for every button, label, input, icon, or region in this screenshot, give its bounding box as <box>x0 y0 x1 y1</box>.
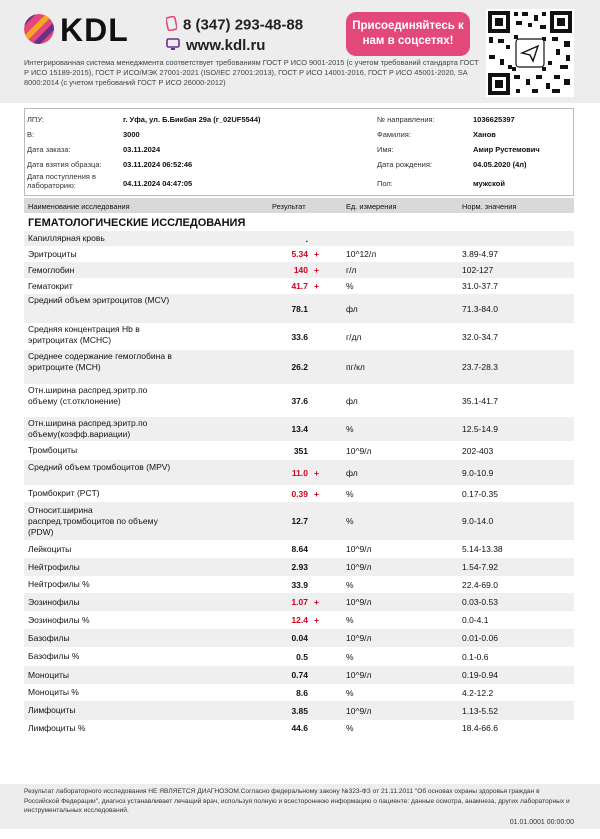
norm-range: 1.13-5.52 <box>462 706 498 716</box>
table-row <box>24 720 574 736</box>
result-value: . <box>305 234 308 244</box>
col-name-header: Наименование исследования <box>28 202 130 211</box>
norm-range: 102-127 <box>462 265 494 275</box>
unit: % <box>346 580 354 590</box>
qr-code <box>486 9 574 97</box>
phone[interactable] <box>166 16 303 35</box>
test-name: Капиллярная кровь <box>28 233 105 243</box>
result-value: 8.6 <box>296 688 308 698</box>
unit: % <box>346 516 354 526</box>
test-name: Средний объем эритроцитов (MCV) <box>28 295 170 305</box>
result-value: 2.93 <box>291 562 308 572</box>
table-row <box>24 485 574 502</box>
birth-value: 04.05.2020 (4л) <box>473 160 527 169</box>
result-value: 26.2 <box>291 362 308 372</box>
result-value: 0.5 <box>296 652 308 662</box>
name-label: Имя: <box>377 145 394 154</box>
unit: % <box>346 652 354 662</box>
footer-code: 01.01.0001 00:00:00 <box>509 819 574 826</box>
table-row <box>24 231 574 246</box>
table-row <box>24 262 574 278</box>
arrival-label: Дата поступления в лабораторию: <box>27 172 97 190</box>
surname-value: Ханов <box>473 130 496 139</box>
norm-range: 0.03-0.53 <box>462 597 498 607</box>
v-label: В: <box>27 130 35 139</box>
abnormal-flag: + <box>314 468 319 478</box>
social-join-button[interactable]: Присоединяйтесь к нам в соцсетях! <box>346 12 470 56</box>
table-row <box>24 246 574 262</box>
test-name: Моноциты % <box>28 687 79 697</box>
report-footer <box>0 784 600 829</box>
norm-range: 202-403 <box>462 446 494 456</box>
website[interactable] <box>166 37 265 55</box>
norm-range: 4.2-12.2 <box>462 688 494 698</box>
result-value: 351 <box>293 446 308 456</box>
norm-range: 22.4-69.0 <box>462 580 498 590</box>
abnormal-flag: + <box>314 249 319 259</box>
test-name: Среднее содержание гемоглобина в эритроците (MCH) <box>28 351 172 372</box>
lpu-value: г. Уфа, ул. Б.Бикбая 29а (г_02UF5544) <box>123 115 261 124</box>
test-name: Моноциты <box>28 670 69 680</box>
table-row <box>24 576 574 593</box>
table-row <box>24 294 574 323</box>
table-row <box>24 441 574 460</box>
result-value: 12.7 <box>291 516 308 526</box>
result-value: 140 <box>293 265 308 275</box>
test-name: Средняя концентрация Hb в эритроцитах (MCHC) <box>28 324 140 345</box>
test-name: Средний объем тромбоцитов (MPV) <box>28 462 171 472</box>
section-title: ГЕМАТОЛОГИЧЕСКИЕ ИССЛЕДОВАНИЯ <box>28 217 246 229</box>
table-row <box>24 460 574 485</box>
lpu-label: ЛПУ: <box>27 115 44 124</box>
sample-date-label: Дата взятия образца: <box>27 160 102 169</box>
test-name: Эозинофилы <box>28 597 80 607</box>
result-value: 78.1 <box>291 304 308 314</box>
table-row <box>24 593 574 611</box>
unit: % <box>346 281 354 291</box>
norm-range: 18.4-66.6 <box>462 723 498 733</box>
test-name: Лейкоциты <box>28 544 72 554</box>
arrival-value: 04.11.2024 04:47:05 <box>123 179 193 188</box>
test-name: Лимфоциты % <box>28 723 86 733</box>
test-name: Тромбокрит (PCT) <box>28 488 100 498</box>
report-header <box>0 0 600 103</box>
abnormal-flag: + <box>314 281 319 291</box>
norm-range: 5.14-13.38 <box>462 544 503 554</box>
phone-number: 8 (347) 293-48-88 <box>183 16 304 34</box>
unit: г/дл <box>346 332 362 342</box>
unit: фл <box>346 396 358 406</box>
phone-icon <box>166 16 177 35</box>
table-row <box>24 701 574 720</box>
norm-range: 0.19-0.94 <box>462 670 498 680</box>
v-value: 3000 <box>123 130 140 139</box>
unit: г/л <box>346 265 357 275</box>
direction-label: № направления: <box>377 115 435 124</box>
test-name: Отн.ширина распред.эритр.по объему(коэфф.вариации) <box>28 418 148 439</box>
abnormal-flag: + <box>314 597 319 607</box>
test-name: Нейтрофилы % <box>28 579 90 589</box>
table-row <box>24 558 574 576</box>
result-value: 0.04 <box>291 633 308 643</box>
abnormal-flag: + <box>314 265 319 275</box>
table-row <box>24 384 574 417</box>
test-name: Отн.ширина распред.эритр.по объему (ст.отклонение) <box>28 385 148 406</box>
norm-range: 71.3-84.0 <box>462 304 498 314</box>
direction-value: 1036625397 <box>473 115 515 124</box>
test-name: Базофилы <box>28 633 70 643</box>
unit: фл <box>346 468 358 478</box>
norm-range: 23.7-28.3 <box>462 362 498 372</box>
result-value: 12.4 <box>291 615 308 625</box>
table-row <box>24 666 574 684</box>
unit: % <box>346 424 354 434</box>
result-value: 0.39 <box>291 489 308 499</box>
test-name: Тромбоциты <box>28 445 78 455</box>
unit: 10^9/л <box>346 544 372 554</box>
result-value: 33.6 <box>291 332 308 342</box>
norm-range: 3.89-4.97 <box>462 249 498 259</box>
result-value: 8.64 <box>291 544 308 554</box>
unit: 10^9/л <box>346 562 372 572</box>
disclaimer: Результат лабораторного исследования НЕ ЯВЛЯЕТСЯ ДИАГНОЗОМ.Согласно федеральному закону №323-ФЗ от 21.11.2011 "Об основах охраны здоровья граждан в Российской Федерации", диагноз устанавливает лечащий врач, используя полную и всестороннюю информацию о пациенте: данные осмотра, анамнеза, других лабораторных и инструментальных исследований. <box>24 788 570 814</box>
table-row <box>24 278 574 294</box>
norm-range: 1.54-7.92 <box>462 562 498 572</box>
abnormal-flag: + <box>314 489 319 499</box>
norm-range: 35.1-41.7 <box>462 396 498 406</box>
col-result-header: Результат <box>272 202 306 211</box>
result-value: 3.85 <box>291 706 308 716</box>
table-row <box>24 629 574 647</box>
unit: 10^9/л <box>346 633 372 643</box>
norm-range: 0.01-0.06 <box>462 633 498 643</box>
patient-info-box <box>24 108 574 196</box>
table-row <box>24 647 574 666</box>
logo-text: KDL <box>60 12 129 48</box>
sample-date-value: 03.11.2024 06:52:46 <box>123 160 193 169</box>
norm-range: 31.0-37.7 <box>462 281 498 291</box>
norm-range: 9.0-10.9 <box>462 468 494 478</box>
table-row <box>24 350 574 384</box>
test-name: Базофилы % <box>28 651 80 661</box>
norm-range: 12.5-14.9 <box>462 424 498 434</box>
result-value: 11.0 <box>291 468 308 478</box>
order-date-label: Дата заказа: <box>27 145 71 154</box>
name-value: Амир Рустемович <box>473 145 540 154</box>
result-value: 13.4 <box>291 424 308 434</box>
result-value: 33.9 <box>291 580 308 590</box>
sex-value: мужской <box>473 179 505 188</box>
norm-range: 0.17-0.35 <box>462 489 498 499</box>
col-unit-header: Ед. измерения <box>346 202 397 211</box>
table-row <box>24 611 574 629</box>
table-row <box>24 540 574 558</box>
unit: 10^12/л <box>346 249 377 259</box>
table-header <box>24 198 574 213</box>
monitor-icon <box>166 38 180 55</box>
unit: фл <box>346 304 358 314</box>
test-name: Гематокрит <box>28 281 73 291</box>
norm-range: 9.0-14.0 <box>462 516 494 526</box>
test-name: Гемоглобин <box>28 265 75 275</box>
norm-range: 0.0-4.1 <box>462 615 489 625</box>
order-date-value: 03.11.2024 <box>123 145 161 154</box>
unit: пг/кл <box>346 362 365 372</box>
sex-label: Пол: <box>377 179 393 188</box>
certification-text: Интегрированная система менеджмента соответствует требованиям ГОСТ Р ИСО 9001-2015 (с учетом требований стандарта ГОСТ Р ИСО 15189-2015), ГОСТ Р ИСО/МЭК 27001-2021 (ISO/IEC 27001:2013), ГОСТ Р ИСО 14001-2016, ГОСТ Р ИСО 45001-2020, SA 8000:2014 (с учетом требований ГОСТ Р ИСО 26000-2012) <box>24 58 479 87</box>
test-name: Эозинофилы % <box>28 615 90 625</box>
norm-range: 0.1-0.6 <box>462 652 489 662</box>
result-value: 44.6 <box>291 723 308 733</box>
unit: % <box>346 489 354 499</box>
unit: % <box>346 688 354 698</box>
result-value: 37.6 <box>291 396 308 406</box>
norm-range: 32.0-34.7 <box>462 332 498 342</box>
kdl-logo-icon <box>24 14 54 44</box>
abnormal-flag: + <box>314 615 319 625</box>
birth-label: Дата рождения: <box>377 160 432 169</box>
unit: % <box>346 615 354 625</box>
table-row <box>24 502 574 540</box>
result-value: 1.07 <box>291 597 308 607</box>
unit: 10^9/л <box>346 706 372 716</box>
unit: 10^9/л <box>346 670 372 680</box>
table-row <box>24 417 574 441</box>
test-name: Эритроциты <box>28 249 77 259</box>
test-name: Нейтрофилы <box>28 562 80 572</box>
website-url: www.kdl.ru <box>186 37 266 54</box>
test-name: Относит.ширина распред.тромбоцитов по объему (PDW) <box>28 505 158 537</box>
result-value: 5.34 <box>291 249 308 259</box>
table-row <box>24 684 574 701</box>
unit: % <box>346 723 354 733</box>
test-name: Лимфоциты <box>28 705 76 715</box>
unit: 10^9/л <box>346 446 372 456</box>
result-value: 0.74 <box>291 670 308 680</box>
unit: 10^9/л <box>346 597 372 607</box>
col-norm-header: Норм. значения <box>462 202 517 211</box>
surname-label: Фамилия: <box>377 130 411 139</box>
result-value: 41.7 <box>291 281 308 291</box>
table-row <box>24 323 574 350</box>
